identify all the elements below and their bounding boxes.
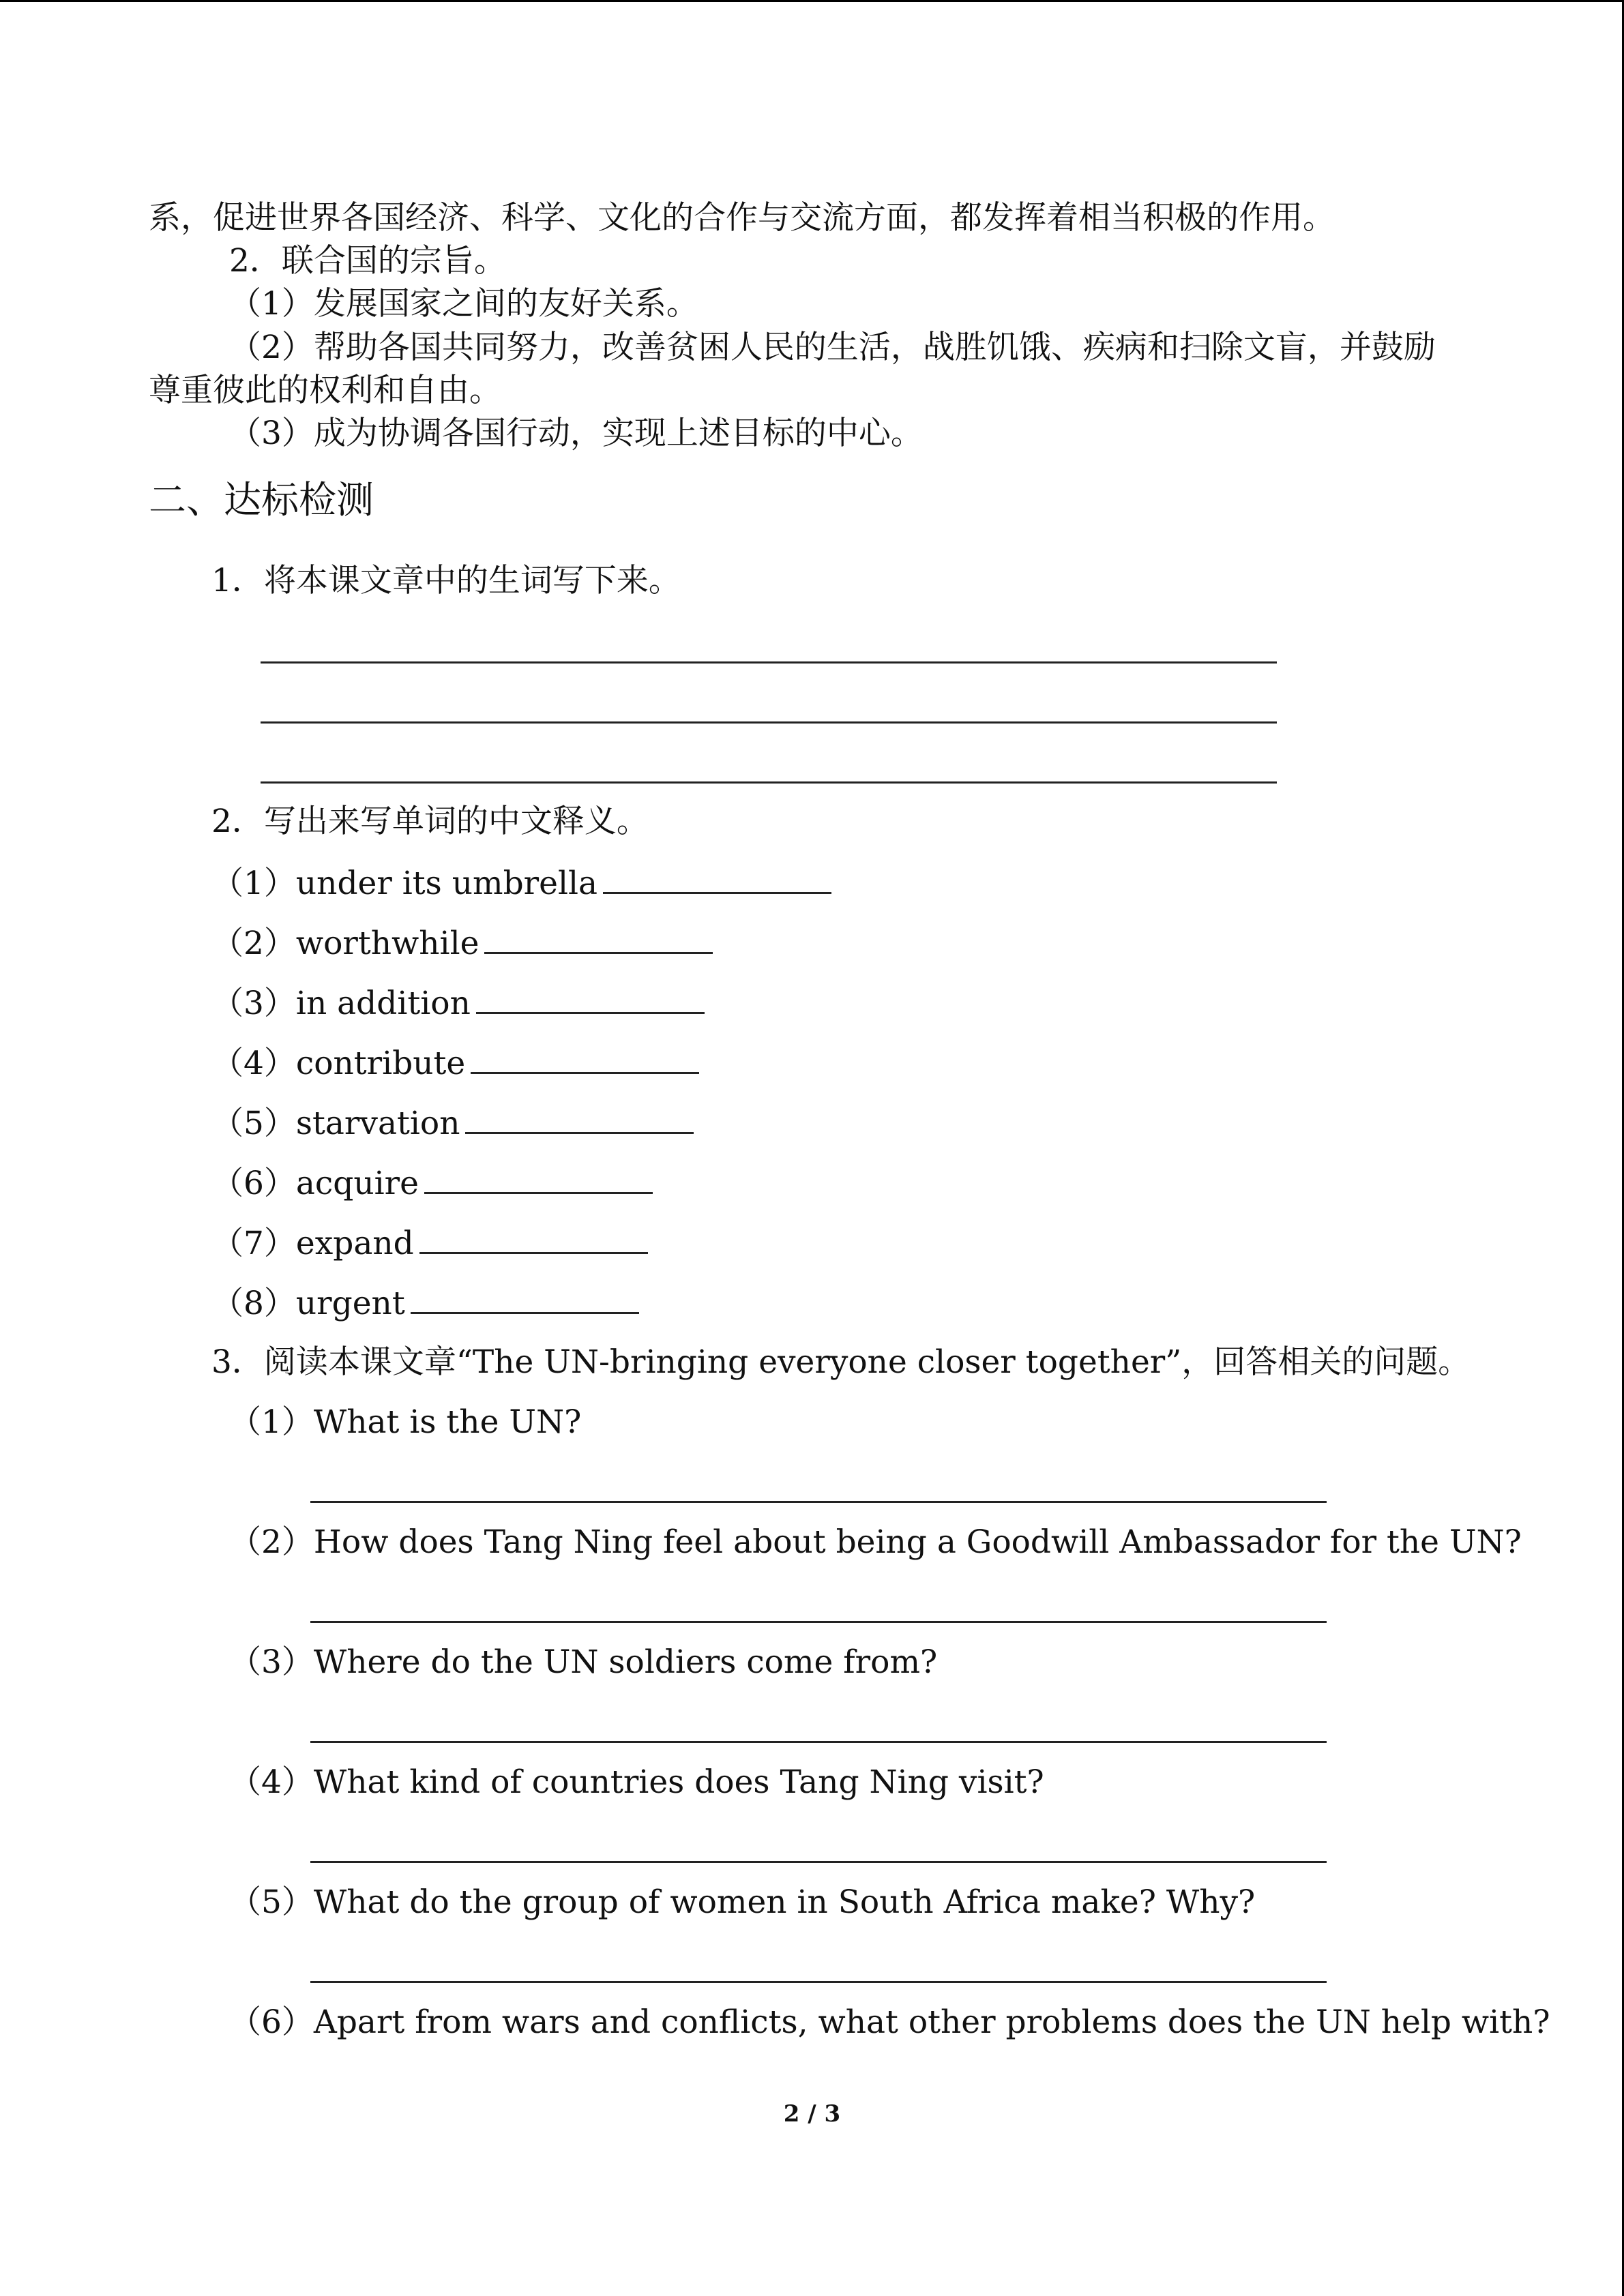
page-top-border (0, 0, 1624, 2)
q3-answer-line[interactable] (310, 1741, 1327, 1743)
q2-item (211, 982, 705, 1024)
q3-answer-line[interactable] (310, 1861, 1327, 1863)
q2-item (211, 1222, 648, 1264)
q2-prompt: 2．写出来写单词的中文释义。 (211, 803, 649, 840)
q3-question-num: （1） (229, 1403, 314, 1441)
q2-answer-blank[interactable] (484, 922, 713, 954)
page-number: 2 / 3 (783, 2100, 841, 2128)
q2-item-word: under its umbrella (295, 865, 598, 902)
q2-item-word: expand (295, 1225, 414, 1262)
q2-item-word: contribute (295, 1045, 466, 1082)
q2-answer-blank[interactable] (424, 1162, 653, 1194)
q3-question-num: （6） (229, 2003, 314, 2041)
q2-item-num: （8） (211, 1285, 296, 1322)
q2-item-num: （4） (211, 1045, 296, 1082)
q2-item-word: worthwhile (295, 925, 479, 962)
q2-item (211, 1042, 699, 1084)
q3-question (229, 1642, 937, 1683)
q3-question-text: How does Tang Ning feel about being a Goodwill Ambassador for the UN? (313, 1523, 1522, 1561)
q3-question-num: （4） (229, 1763, 314, 1801)
intro-continuation: 系，促进世界各国经济、科学、文化的合作与交流方面，都发挥着相当积极的作用。 (149, 199, 1335, 237)
q3-question (229, 1762, 1044, 1803)
q3-answer-line[interactable] (310, 1621, 1327, 1623)
q2-item-word: acquire (295, 1165, 419, 1202)
purpose-3: （3）成为协调各国行动，实现上述目标的中心。 (229, 415, 923, 452)
q2-item (211, 862, 831, 904)
q3-question (229, 2002, 1550, 2043)
q3-question (229, 1402, 581, 1443)
q2-answer-blank[interactable] (471, 1042, 699, 1074)
purpose-2-line2: 尊重彼此的权利和自由。 (149, 372, 501, 409)
q3-answer-line[interactable] (310, 1981, 1327, 1983)
q3-question-text: What kind of countries does Tang Ning visit? (313, 1763, 1044, 1801)
purpose-2-line1: （2）帮助各国共同努力，改善贫困人民的生活，战胜饥饿、疾病和扫除文盲，并鼓励 (229, 329, 1436, 366)
q2-item-word: in addition (295, 985, 471, 1022)
section-title: 二、达标检测 (149, 478, 374, 522)
q1-answer-line-3[interactable] (261, 781, 1277, 784)
q2-item-num: （2） (211, 925, 296, 962)
q2-item-num: （6） (211, 1165, 296, 1202)
q3-question-text: What do the group of women in South Africa make? Why? (313, 1883, 1256, 1921)
q3-prompt: 3．阅读本课文章“The UN-bringing everyone closer together”，回答相关的问题。 (211, 1343, 1471, 1381)
q2-item-num: （3） (211, 985, 296, 1022)
q3-question-text: What is the UN? (313, 1403, 582, 1441)
q2-item-word: starvation (295, 1105, 460, 1142)
q3-question-text: Where do the UN soldiers come from? (313, 1643, 938, 1681)
q2-answer-blank[interactable] (419, 1222, 648, 1254)
q2-item-word: urgent (295, 1285, 405, 1322)
q2-item (211, 1282, 639, 1324)
q2-answer-blank[interactable] (411, 1282, 639, 1314)
q1-answer-line-2[interactable] (261, 721, 1277, 724)
q1-answer-line-1[interactable] (261, 661, 1277, 664)
q3-question (229, 1522, 1522, 1563)
q2-item-num: （1） (211, 865, 296, 902)
q3-question-text: Apart from wars and conflicts, what other problems does the UN help with? (313, 2003, 1550, 2041)
q2-answer-blank[interactable] (476, 982, 705, 1014)
q3-question-num: （2） (229, 1523, 314, 1561)
q2-item (211, 1162, 653, 1204)
q2-item-num: （7） (211, 1225, 296, 1262)
q2-item (211, 922, 713, 964)
q2-answer-blank[interactable] (603, 862, 831, 894)
purpose-1: （1）发展国家之间的友好关系。 (229, 285, 698, 323)
q2-item (211, 1102, 694, 1144)
q3-question (229, 1882, 1255, 1923)
q3-answer-line[interactable] (310, 1501, 1327, 1503)
purpose-title: 2．联合国的宗旨。 (229, 242, 506, 280)
q3-question-num: （5） (229, 1883, 314, 1921)
q1-prompt: 1．将本课文章中的生词写下来。 (211, 562, 681, 599)
q3-question-num: （3） (229, 1643, 314, 1681)
q2-item-num: （5） (211, 1105, 296, 1142)
q2-answer-blank[interactable] (465, 1102, 694, 1134)
